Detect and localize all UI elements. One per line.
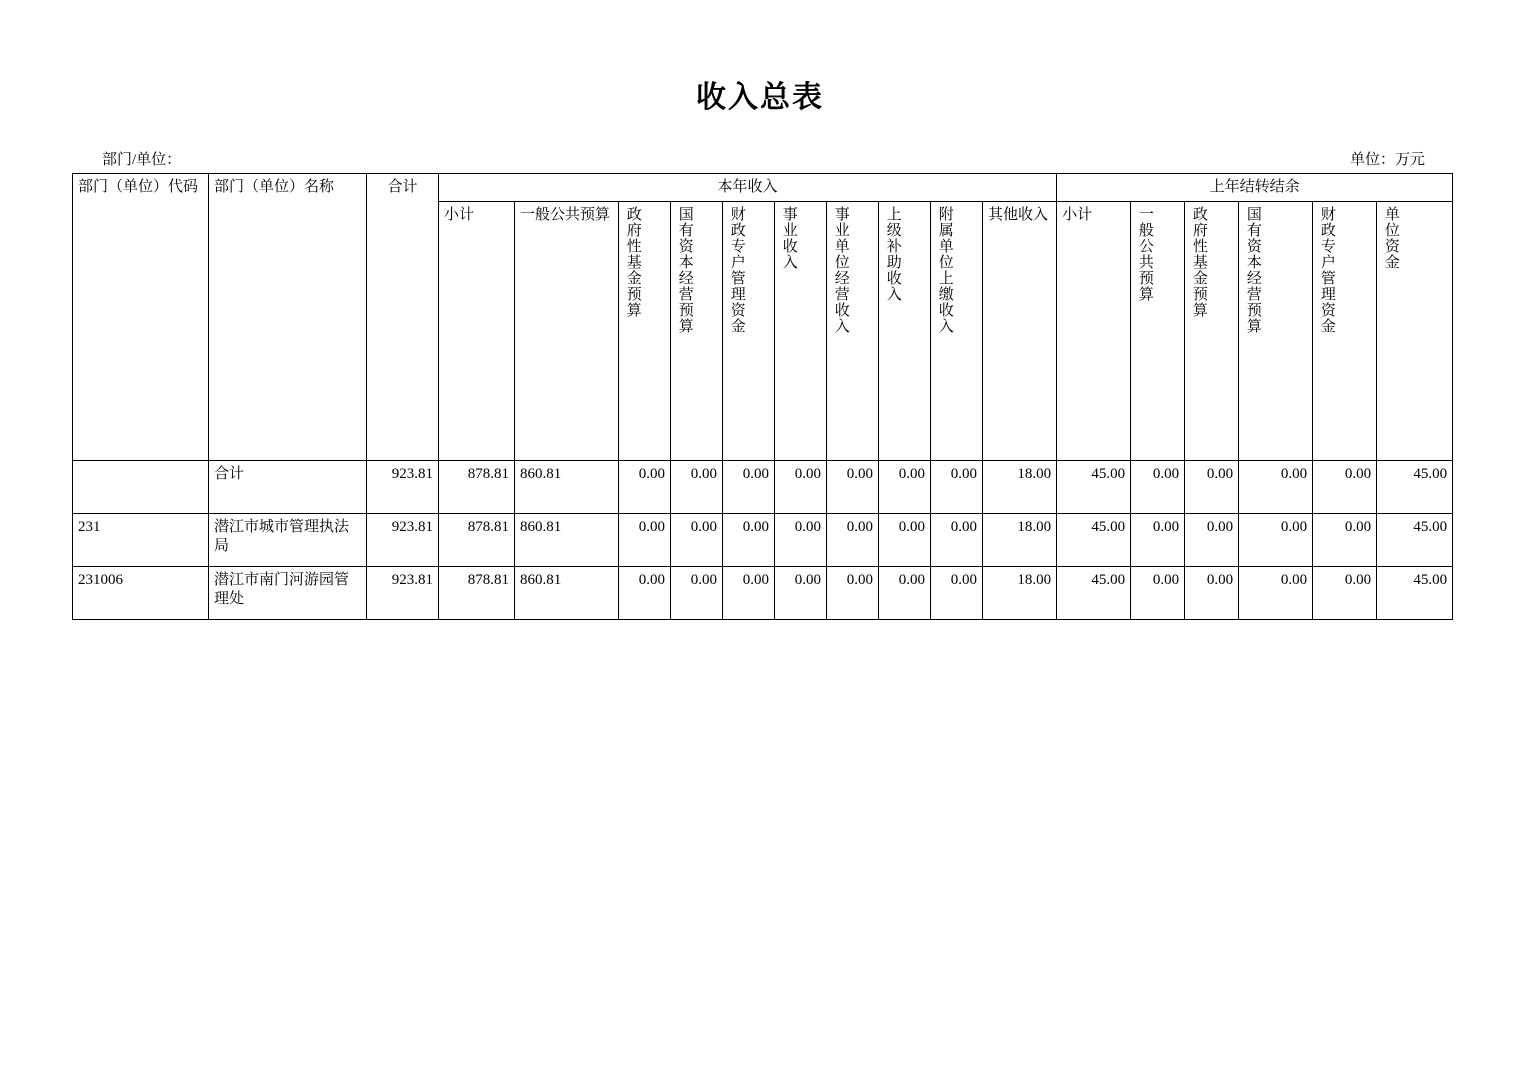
cell-cy-subtotal: 878.81 xyxy=(439,460,515,513)
subheader-cy-superior-subsidy: 上级补助收入 xyxy=(879,201,931,460)
subheader-co-unit-funds: 单位资金 xyxy=(1377,201,1453,460)
cell-dept-code: 231006 xyxy=(73,566,209,619)
cell-co-general-public: 0.00 xyxy=(1131,513,1185,566)
subheader-co-gov-fund: 政府性基金预算 xyxy=(1185,201,1239,460)
cell-dept-name: 潜江市城市管理执法局 xyxy=(209,513,367,566)
cell-co-state-capital: 0.00 xyxy=(1239,513,1313,566)
cell-cy-business-operating: 0.00 xyxy=(827,566,879,619)
income-summary-table xyxy=(72,173,1453,620)
subheader-cy-fiscal-account: 财政专户管理资金 xyxy=(723,201,775,460)
meta-unit-label: 单位：万元 xyxy=(1349,152,1425,168)
cell-co-unit-funds: 45.00 xyxy=(1377,460,1453,513)
subheader-cy-gov-fund: 政府性基金预算 xyxy=(619,201,671,460)
cell-co-unit-funds: 45.00 xyxy=(1377,513,1453,566)
cell-co-general-public: 0.00 xyxy=(1131,460,1185,513)
cell-dept-code xyxy=(73,460,209,513)
subheader-co-general-public: 一般公共预算 xyxy=(1131,201,1185,460)
subheader-co-subtotal: 小计 xyxy=(1057,201,1131,460)
cell-cy-affiliate-paid: 0.00 xyxy=(931,513,983,566)
subheader-cy-affiliate-paid: 附属单位上缴收入 xyxy=(931,201,983,460)
subheader-co-state-capital: 国有资本经营预算 xyxy=(1239,201,1313,460)
table-header-row-group xyxy=(73,174,1453,202)
cell-cy-affiliate-paid: 0.00 xyxy=(931,460,983,513)
cell-cy-general-public: 860.81 xyxy=(515,460,619,513)
cell-cy-fiscal-account: 0.00 xyxy=(723,513,775,566)
cell-co-fiscal-account: 0.00 xyxy=(1313,566,1377,619)
header-group-carryover: 上年结转结余 xyxy=(1057,174,1453,202)
table-row xyxy=(73,513,1453,566)
cell-dept-name: 合计 xyxy=(209,460,367,513)
header-group-current-year: 本年收入 xyxy=(439,174,1057,202)
cell-cy-superior-subsidy: 0.00 xyxy=(879,566,931,619)
cell-co-subtotal: 45.00 xyxy=(1057,460,1131,513)
cell-cy-superior-subsidy: 0.00 xyxy=(879,460,931,513)
cell-cy-business-income: 0.00 xyxy=(775,566,827,619)
meta-department-label: 部门/单位： xyxy=(102,152,182,168)
cell-cy-other: 18.00 xyxy=(983,513,1057,566)
table-meta xyxy=(72,148,1425,169)
cell-co-gov-fund: 0.00 xyxy=(1185,513,1239,566)
cell-co-fiscal-account: 0.00 xyxy=(1313,513,1377,566)
header-total: 合计 xyxy=(367,174,439,461)
cell-total: 923.81 xyxy=(367,460,439,513)
cell-co-state-capital: 0.00 xyxy=(1239,460,1313,513)
cell-cy-general-public: 860.81 xyxy=(515,513,619,566)
subheader-cy-subtotal: 小计 xyxy=(439,201,515,460)
cell-co-state-capital: 0.00 xyxy=(1239,566,1313,619)
cell-total: 923.81 xyxy=(367,566,439,619)
cell-cy-subtotal: 878.81 xyxy=(439,513,515,566)
cell-co-gov-fund: 0.00 xyxy=(1185,460,1239,513)
header-dept-name: 部门（单位）名称 xyxy=(209,174,367,461)
cell-total: 923.81 xyxy=(367,513,439,566)
cell-cy-fiscal-account: 0.00 xyxy=(723,460,775,513)
subheader-cy-business-operating: 事业单位经营收入 xyxy=(827,201,879,460)
subheader-cy-general-public: 一般公共预算 xyxy=(515,201,619,460)
cell-cy-state-capital: 0.00 xyxy=(671,566,723,619)
cell-co-general-public: 0.00 xyxy=(1131,566,1185,619)
cell-cy-superior-subsidy: 0.00 xyxy=(879,513,931,566)
cell-co-subtotal: 45.00 xyxy=(1057,566,1131,619)
cell-cy-other: 18.00 xyxy=(983,460,1057,513)
subheader-cy-business-income: 事业收入 xyxy=(775,201,827,460)
table-row xyxy=(73,566,1453,619)
cell-cy-general-public: 860.81 xyxy=(515,566,619,619)
cell-cy-subtotal: 878.81 xyxy=(439,566,515,619)
cell-cy-state-capital: 0.00 xyxy=(671,513,723,566)
cell-cy-gov-fund: 0.00 xyxy=(619,566,671,619)
cell-co-subtotal: 45.00 xyxy=(1057,513,1131,566)
cell-co-fiscal-account: 0.00 xyxy=(1313,460,1377,513)
cell-dept-code: 231 xyxy=(73,513,209,566)
cell-cy-gov-fund: 0.00 xyxy=(619,460,671,513)
subheader-co-fiscal-account: 财政专户管理资金 xyxy=(1313,201,1377,460)
cell-cy-business-income: 0.00 xyxy=(775,460,827,513)
cell-cy-business-operating: 0.00 xyxy=(827,513,879,566)
subheader-cy-other: 其他收入 xyxy=(983,201,1057,460)
cell-cy-other: 18.00 xyxy=(983,566,1057,619)
cell-dept-name: 潜江市南门河游园管理处 xyxy=(209,566,367,619)
cell-co-gov-fund: 0.00 xyxy=(1185,566,1239,619)
cell-cy-affiliate-paid: 0.00 xyxy=(931,566,983,619)
cell-cy-business-operating: 0.00 xyxy=(827,460,879,513)
header-dept-code: 部门（单位）代码 xyxy=(73,174,209,461)
page-title: 收入总表 xyxy=(696,81,824,114)
cell-cy-gov-fund: 0.00 xyxy=(619,513,671,566)
cell-cy-state-capital: 0.00 xyxy=(671,460,723,513)
cell-cy-fiscal-account: 0.00 xyxy=(723,566,775,619)
cell-cy-business-income: 0.00 xyxy=(775,513,827,566)
table-row xyxy=(73,460,1453,513)
cell-co-unit-funds: 45.00 xyxy=(1377,566,1453,619)
subheader-cy-state-capital: 国有资本经营预算 xyxy=(671,201,723,460)
